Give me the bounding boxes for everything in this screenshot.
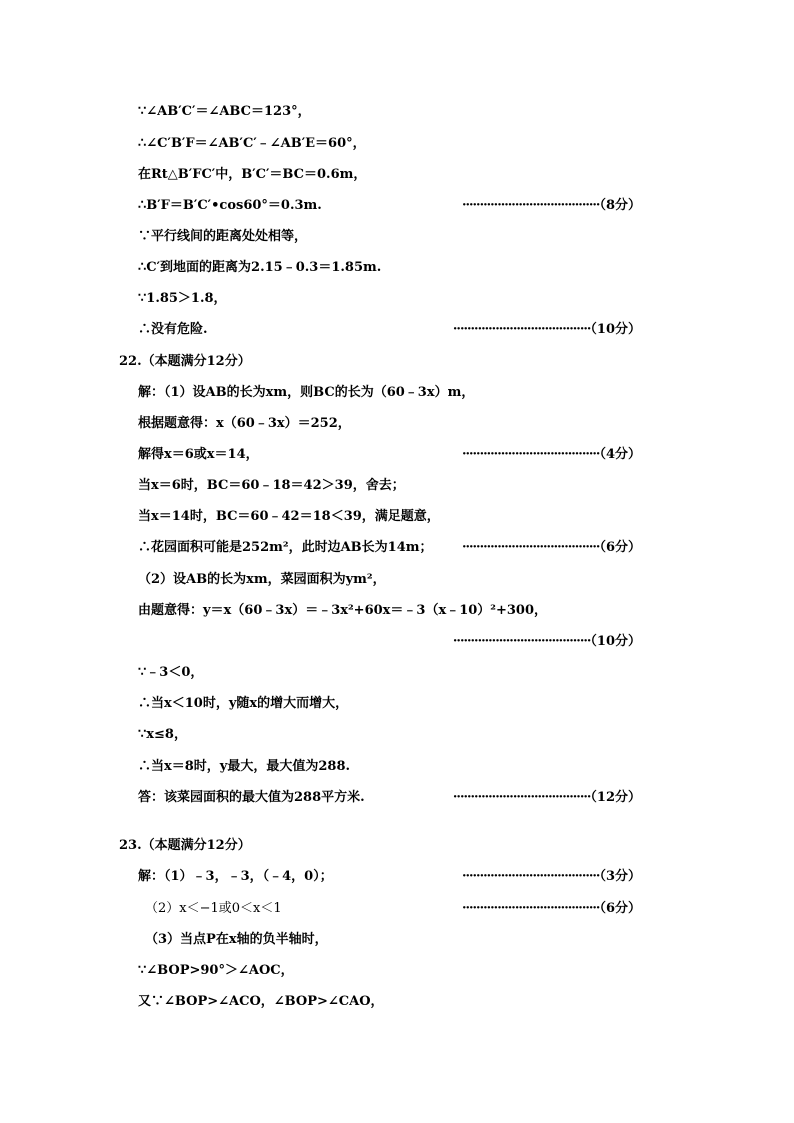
text-line: 答：该菜园面积的最大值为288平方米. [138,790,365,805]
text-line: ∵1.85＞1.8， [138,291,227,306]
question-heading: 22.（本题满分12分） [119,354,251,369]
text-line: （3）当点P在x轴的负半轴时， [145,932,328,947]
leader-dots: ······································· [452,790,591,805]
score-label: ·······································（4分） [461,447,641,462]
leader-dots: ······································· [461,447,600,462]
text-line: ∴B′F＝B′C′•cos60°＝0.3m. [138,198,322,213]
text-line: 解：（1）设AB的长为xm，则BC的长为（60﹣3x）m， [138,385,475,400]
score-label: ·······································（3分） [461,869,641,884]
text-line: ∴当x＜10时，y随x的增大而增大， [138,696,349,711]
leader-dots: ······································· [461,198,600,213]
text-line: ∴花园面积可能是252m²，此时边AB长为14m； [138,540,433,555]
text-line: 又∵∠BOP>∠ACO，∠BOP>∠CAO， [138,994,384,1009]
leader-dots: ······································· [452,634,591,649]
score-label: ·······································（6分） [461,540,641,555]
text-line: ∴C′到地面的距离为2.15﹣0.3＝1.85m. [138,260,382,275]
text-line: 由题意得：y＝x（60﹣3x）＝﹣3x²+60x＝﹣3（x﹣10）²+300， [138,603,548,618]
text-line: ∴∠C′B′F＝∠AB′C′﹣∠AB′E＝60°， [138,136,366,151]
text-line: ∴没有危险. [138,322,208,337]
score-label: ·······································（12分） [452,790,641,805]
score-label: ·······································（6分） [461,901,641,916]
text-line: ∴当x＝8时，y最大，最大值为288. [138,759,351,774]
text-line: ∵∠BOP>90°＞∠AOC， [138,963,294,978]
question-heading: 23.（本题满分12分） [119,838,251,853]
text-line: 当x＝14时，BC＝60﹣42＝18＜39，满足题意， [138,509,440,524]
text-line: ∵∠AB′C′＝∠ABC＝123°， [138,104,311,119]
text-line: ∵平行线间的距离处处相等， [138,229,308,244]
leader-dots: ······································· [461,869,600,884]
text-line: ∵x≤8， [138,727,187,742]
text-line: 当x＝6时，BC＝60﹣18＝42＞39，舍去； [138,478,405,493]
text-line: 在Rt△B′FC′中，B′C′＝BC＝0.6m， [138,167,367,182]
leader-dots: ······································· [452,322,591,337]
text-line: （2）x＜−1或0＜x＜1 [145,901,282,916]
text-line: ∵﹣3＜0， [138,665,204,680]
score-label: ·······································（10分） [452,322,641,337]
score-label: ·······································（8分） [461,198,641,213]
text-line: 解：（1）﹣3，﹣3，（﹣4，0）； [138,869,333,884]
text-line: 解得x＝6或x＝14， [138,447,259,462]
leader-dots: ······································· [461,540,600,555]
text-line: （2）设AB的长为xm，菜园面积为ym²， [138,572,386,587]
text-line: 根据题意得：x（60﹣3x）＝252， [138,416,351,431]
leader-dots: ······································· [461,901,600,916]
score-label: ·······································（10分） [452,634,641,649]
